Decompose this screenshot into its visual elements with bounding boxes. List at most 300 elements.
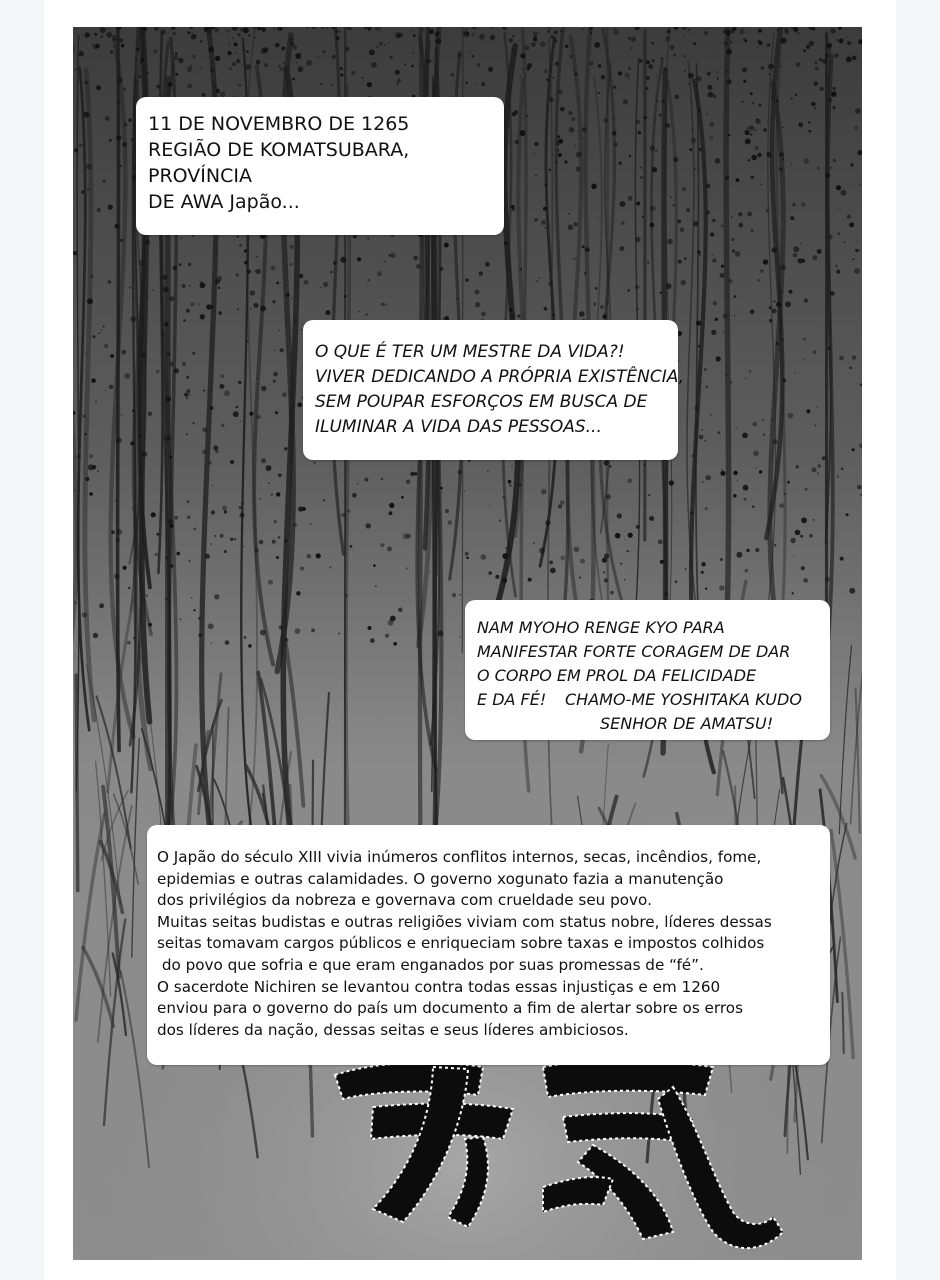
ink-speckle xyxy=(660,560,664,564)
ink-speckle xyxy=(534,142,539,147)
ink-speckle xyxy=(206,304,212,310)
ink-speckle xyxy=(511,205,515,209)
caption-line: 11 DE NOVEMBRO DE 1265 xyxy=(148,113,410,135)
ink-speckle xyxy=(167,82,172,87)
ink-speckle xyxy=(357,483,359,485)
ink-speckle xyxy=(752,506,754,508)
ink-speckle xyxy=(614,198,616,200)
ink-speckle xyxy=(733,38,734,39)
ink-speckle xyxy=(86,164,92,170)
ink-speckle xyxy=(832,106,835,109)
ink-speckle xyxy=(818,464,822,468)
ink-speckle xyxy=(738,212,742,216)
ink-speckle xyxy=(565,45,568,48)
narration-line: dos líderes da nação, dessas seitas e seus líderes ambiciosos. xyxy=(157,1020,629,1039)
ink-speckle xyxy=(485,262,490,267)
yoshitaka-speech-balloon xyxy=(465,600,830,740)
ink-speckle xyxy=(189,560,191,562)
ink-speckle xyxy=(84,112,90,118)
ink-speckle xyxy=(853,258,855,260)
ink-speckle xyxy=(704,31,708,35)
ink-speckle xyxy=(367,286,368,287)
ink-speckle xyxy=(502,578,507,583)
ink-speckle xyxy=(340,73,343,76)
ink-speckle xyxy=(390,616,396,622)
ink-speckle xyxy=(426,293,428,295)
ink-speckle xyxy=(623,99,628,104)
ink-speckle xyxy=(568,541,569,542)
ink-speckle xyxy=(803,338,805,340)
ink-speckle xyxy=(825,73,827,75)
ink-speckle xyxy=(713,95,716,98)
ink-speckle xyxy=(250,308,251,309)
ink-speckle xyxy=(800,243,801,244)
ink-speckle xyxy=(379,42,383,46)
ink-speckle xyxy=(344,295,347,298)
ink-speckle xyxy=(124,123,128,127)
ink-speckle xyxy=(733,471,737,475)
ink-speckle xyxy=(675,580,678,583)
ink-speckle xyxy=(683,35,684,36)
ink-speckle xyxy=(175,52,178,55)
ink-speckle xyxy=(229,67,232,70)
ink-speckle xyxy=(230,460,234,464)
speech-line: MANIFESTAR FORTE CORAGEM DE DAR xyxy=(477,642,791,661)
ink-speckle xyxy=(629,155,631,157)
ink-speckle xyxy=(712,219,716,223)
ink-speckle xyxy=(260,630,266,636)
ink-speckle xyxy=(79,143,83,147)
ink-speckle xyxy=(509,484,511,486)
ink-speckle xyxy=(704,368,707,371)
ink-speckle xyxy=(763,128,766,131)
ink-speckle xyxy=(290,394,292,396)
ink-speckle xyxy=(612,131,617,136)
ink-speckle xyxy=(828,234,833,239)
ink-speckle xyxy=(688,73,694,79)
ink-speckle xyxy=(710,414,712,416)
ink-speckle xyxy=(410,472,414,476)
ink-speckle xyxy=(710,232,714,236)
ink-speckle xyxy=(544,307,548,311)
ink-speckle xyxy=(330,271,332,273)
ink-speckle xyxy=(413,256,417,260)
ink-speckle xyxy=(793,556,794,557)
ink-speckle xyxy=(548,281,553,286)
ink-speckle xyxy=(720,471,725,476)
ink-speckle xyxy=(745,130,750,135)
ink-speckle xyxy=(479,34,485,40)
ink-speckle xyxy=(648,494,650,496)
ink-speckle xyxy=(232,38,233,39)
ink-speckle xyxy=(603,571,605,573)
ink-speckle xyxy=(750,133,752,135)
ink-speckle xyxy=(579,311,585,317)
narration-line: epidemias e outras calamidades. O governo xogunato fazia a manutenção xyxy=(157,869,724,888)
ink-speckle xyxy=(257,27,260,30)
ink-speckle xyxy=(341,513,345,517)
ink-speckle xyxy=(728,279,733,284)
ink-speckle xyxy=(580,559,585,564)
ink-speckle xyxy=(790,538,795,543)
ink-speckle xyxy=(730,41,733,44)
ink-speckle xyxy=(445,509,449,513)
ink-speckle xyxy=(140,31,144,35)
ink-speckle xyxy=(105,116,110,121)
ink-speckle xyxy=(706,386,708,388)
ink-speckle xyxy=(800,535,803,538)
narration-line: O Japão do século XIII vivia inúmeros conflitos internos, secas, incêndios, fome, xyxy=(157,848,762,866)
ink-speckle xyxy=(274,520,277,523)
ink-speckle xyxy=(99,332,101,334)
ink-speckle xyxy=(479,271,483,275)
ink-speckle xyxy=(646,87,649,90)
ink-speckle xyxy=(642,216,644,218)
ink-speckle xyxy=(340,67,343,70)
ink-speckle xyxy=(369,50,375,56)
ink-speckle xyxy=(238,84,241,87)
ink-speckle xyxy=(78,51,84,57)
ink-speckle xyxy=(203,390,205,392)
ink-speckle xyxy=(731,216,733,218)
ink-speckle xyxy=(673,157,678,162)
ink-speckle xyxy=(184,393,188,397)
ink-speckle xyxy=(141,353,146,358)
ink-speckle xyxy=(176,552,180,556)
ink-speckle xyxy=(174,516,178,520)
ink-speckle xyxy=(243,546,244,547)
ink-speckle xyxy=(413,52,415,54)
ink-speckle xyxy=(733,494,737,498)
ink-speckle xyxy=(135,59,136,60)
ink-speckle xyxy=(178,58,184,64)
ink-speckle xyxy=(619,246,624,251)
ink-speckle xyxy=(606,494,611,499)
ink-speckle xyxy=(646,60,650,64)
ink-speckle xyxy=(737,480,739,482)
ink-speckle xyxy=(545,184,548,187)
caption-line: DE AWA Japão... xyxy=(148,191,300,213)
ink-speckle xyxy=(385,303,387,305)
ink-speckle xyxy=(489,571,492,574)
ink-speckle xyxy=(803,49,806,52)
ink-speckle xyxy=(712,259,716,263)
ink-speckle xyxy=(390,56,393,59)
caption-line: REGIÃO DE KOMATSUBARA, xyxy=(148,139,410,161)
ink-speckle xyxy=(213,84,217,88)
ink-speckle xyxy=(652,59,655,62)
ink-speckle xyxy=(172,28,174,30)
ink-speckle xyxy=(805,488,808,491)
ink-speckle xyxy=(488,67,493,72)
ink-speckle xyxy=(274,349,276,351)
ink-speckle xyxy=(743,38,747,42)
ink-speckle xyxy=(627,289,629,291)
ink-speckle xyxy=(836,185,841,190)
ink-speckle xyxy=(472,33,475,36)
ink-speckle xyxy=(721,224,724,227)
ink-speckle xyxy=(534,218,538,222)
ink-speckle xyxy=(656,101,658,103)
ink-speckle xyxy=(568,213,570,215)
ink-speckle xyxy=(322,50,325,53)
ink-speckle xyxy=(174,55,179,60)
ink-speckle xyxy=(187,500,190,503)
ink-speckle xyxy=(649,516,654,521)
ink-speckle xyxy=(613,86,616,89)
ink-speckle xyxy=(208,30,213,35)
ink-speckle xyxy=(540,41,546,47)
ink-speckle xyxy=(564,160,567,163)
ink-speckle xyxy=(757,279,759,281)
ink-speckle xyxy=(467,32,469,34)
ink-speckle xyxy=(640,176,643,179)
ink-speckle xyxy=(719,585,724,590)
ink-speckle xyxy=(307,554,311,558)
ink-speckle xyxy=(384,44,385,45)
ink-speckle xyxy=(285,638,288,641)
ink-speckle xyxy=(761,184,762,185)
ink-speckle xyxy=(617,513,622,518)
ink-speckle xyxy=(236,406,238,408)
ink-speckle xyxy=(365,478,369,482)
ink-speckle xyxy=(232,62,236,66)
ink-speckle xyxy=(723,331,724,332)
ink-speckle xyxy=(670,196,672,198)
ink-speckle xyxy=(247,270,251,274)
ink-speckle xyxy=(831,91,837,97)
ink-speckle xyxy=(533,153,535,155)
ink-speckle xyxy=(165,557,168,560)
ink-speckle xyxy=(490,35,495,40)
ink-speckle xyxy=(576,167,581,172)
ink-speckle xyxy=(120,239,123,242)
ink-speckle xyxy=(628,533,633,538)
ink-speckle xyxy=(691,100,692,101)
ink-speckle xyxy=(782,127,784,129)
ink-speckle xyxy=(395,70,400,75)
ink-speckle xyxy=(839,356,844,361)
ink-speckle xyxy=(335,30,338,33)
ink-speckle xyxy=(752,102,754,104)
ink-speckle xyxy=(278,536,281,539)
ink-speckle xyxy=(469,52,471,54)
ink-speckle xyxy=(187,31,190,34)
ink-speckle xyxy=(152,289,154,291)
ink-speckle xyxy=(803,359,805,361)
ink-speckle xyxy=(759,470,762,473)
ink-speckle xyxy=(751,155,757,161)
ink-speckle xyxy=(811,102,816,107)
ink-speckle xyxy=(779,65,781,67)
ink-speckle xyxy=(859,249,861,251)
ink-speckle xyxy=(180,238,182,240)
ink-speckle xyxy=(154,49,158,53)
ink-speckle xyxy=(698,109,701,112)
ink-speckle xyxy=(704,439,706,441)
ink-speckle xyxy=(475,302,480,307)
ink-speckle xyxy=(855,249,858,252)
mentor-question-balloon xyxy=(303,320,685,460)
ink-speckle xyxy=(661,99,665,103)
ink-speckle xyxy=(693,42,696,45)
ink-speckle xyxy=(198,617,201,620)
ink-speckle xyxy=(210,406,213,409)
ink-speckle xyxy=(785,207,786,208)
ink-speckle xyxy=(694,406,699,411)
ink-speckle xyxy=(336,36,340,40)
ink-speckle xyxy=(325,310,330,315)
ink-speckle xyxy=(192,422,194,424)
ink-speckle xyxy=(510,313,516,319)
ink-speckle xyxy=(495,575,499,579)
ink-speckle xyxy=(404,64,406,66)
ink-speckle xyxy=(349,545,352,548)
ink-speckle xyxy=(756,468,757,469)
ink-speckle xyxy=(782,339,784,341)
ink-speckle xyxy=(136,47,140,51)
ink-speckle xyxy=(121,414,123,416)
ink-speckle xyxy=(549,169,551,171)
ink-speckle xyxy=(659,114,662,117)
ink-speckle xyxy=(377,271,382,276)
ink-speckle xyxy=(117,167,119,169)
ink-speckle xyxy=(852,56,857,61)
ink-speckle xyxy=(214,28,219,33)
ink-speckle xyxy=(239,506,242,509)
ink-speckle xyxy=(239,244,242,247)
ink-speckle xyxy=(550,568,556,574)
ink-speckle xyxy=(539,548,545,554)
ink-speckle xyxy=(486,261,487,262)
ink-speckle xyxy=(776,342,779,345)
ink-speckle xyxy=(129,286,132,289)
ink-speckle xyxy=(736,428,737,429)
ink-speckle xyxy=(739,223,744,228)
ink-speckle xyxy=(636,120,640,124)
ink-speckle xyxy=(283,62,285,64)
ink-speckle xyxy=(128,118,132,122)
ink-speckle xyxy=(731,238,734,241)
ink-speckle xyxy=(167,352,171,356)
ink-speckle xyxy=(550,35,554,39)
ink-speckle xyxy=(296,62,298,64)
ink-speckle xyxy=(101,329,103,331)
ink-speckle xyxy=(108,205,113,210)
ink-speckle xyxy=(600,305,604,309)
ink-speckle xyxy=(236,59,240,63)
ink-speckle xyxy=(854,268,860,274)
ink-speckle xyxy=(846,36,848,38)
ink-speckle xyxy=(761,66,765,70)
ink-speckle xyxy=(627,478,632,483)
ink-speckle xyxy=(822,59,827,64)
ink-speckle xyxy=(744,569,748,573)
ink-speckle xyxy=(413,34,416,37)
ink-speckle xyxy=(256,60,261,65)
ink-speckle xyxy=(849,222,854,227)
ink-speckle xyxy=(809,41,815,47)
ink-speckle xyxy=(298,66,304,72)
ink-speckle xyxy=(286,293,290,297)
ink-speckle xyxy=(148,412,152,416)
ink-speckle xyxy=(186,309,190,313)
ink-speckle xyxy=(705,507,708,510)
ink-speckle xyxy=(347,509,350,512)
ink-speckle xyxy=(215,89,220,94)
ink-speckle xyxy=(261,458,266,463)
ink-speckle xyxy=(554,30,558,34)
ink-speckle xyxy=(726,49,732,55)
ink-speckle xyxy=(88,464,94,470)
ink-speckle xyxy=(87,298,93,304)
ink-speckle xyxy=(502,553,508,559)
ink-speckle xyxy=(652,167,657,172)
ink-speckle xyxy=(238,381,241,384)
ink-speckle xyxy=(716,356,721,361)
ink-speckle xyxy=(685,568,687,570)
ink-speckle xyxy=(795,530,801,536)
ink-speckle xyxy=(367,238,369,240)
ink-speckle xyxy=(414,472,417,475)
ink-speckle xyxy=(187,83,192,88)
ink-speckle xyxy=(234,42,238,46)
ink-speckle xyxy=(187,516,191,520)
ink-speckle xyxy=(114,574,119,579)
ink-speckle xyxy=(850,163,854,167)
ink-speckle xyxy=(371,62,377,68)
ink-speckle xyxy=(123,88,126,91)
ink-speckle xyxy=(117,78,122,83)
ink-speckle xyxy=(598,64,601,67)
ink-speckle xyxy=(519,76,521,78)
ink-speckle xyxy=(224,390,230,396)
ink-speckle xyxy=(667,29,671,33)
speaker-introduction-line: SENHOR DE AMATSU! xyxy=(600,714,774,733)
ink-speckle xyxy=(706,184,711,189)
ink-speckle xyxy=(688,29,690,31)
ink-speckle xyxy=(750,309,755,314)
ink-speckle xyxy=(777,29,779,31)
ink-speckle xyxy=(411,65,414,68)
ink-speckle xyxy=(749,125,754,130)
ink-speckle xyxy=(367,279,370,282)
ink-speckle xyxy=(116,538,120,542)
ink-speckle xyxy=(198,633,202,637)
ink-speckle xyxy=(688,83,690,85)
ink-speckle xyxy=(791,163,792,164)
ink-speckle xyxy=(112,38,116,42)
ink-speckle xyxy=(644,464,646,466)
ink-speckle xyxy=(585,247,590,252)
ink-speckle xyxy=(847,215,851,219)
speech-line: O QUE É TER UM MESTRE DA VIDA?! xyxy=(315,342,625,362)
ink-speckle xyxy=(636,525,640,529)
ink-speckle xyxy=(812,27,815,30)
ink-speckle xyxy=(73,251,77,255)
ink-speckle xyxy=(665,36,670,41)
ink-speckle xyxy=(130,442,134,446)
ink-speckle xyxy=(101,36,103,38)
ink-speckle xyxy=(511,466,513,468)
ink-speckle xyxy=(708,92,714,98)
ink-speckle xyxy=(201,67,203,69)
ink-speckle xyxy=(74,490,76,492)
ink-speckle xyxy=(499,519,502,522)
ink-speckle xyxy=(519,130,525,136)
ink-speckle xyxy=(487,470,488,471)
ink-speckle xyxy=(714,53,715,54)
